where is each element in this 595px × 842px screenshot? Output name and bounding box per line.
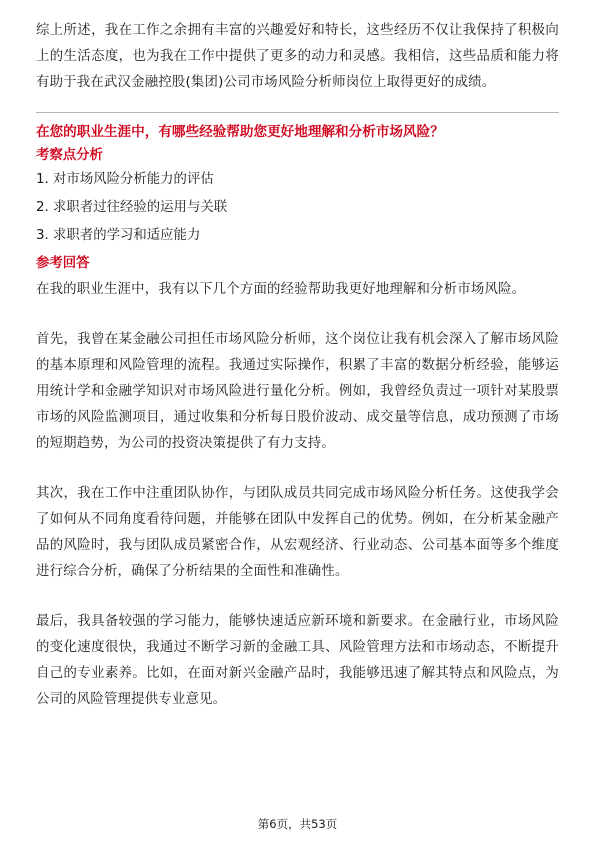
answer-paragraph: 最后，我具备较强的学习能力，能够快速适应新环境和新要求。在金融行业，市场风险的变化速度很快，我通过不断学习新的金融工具、风险管理方法和市场动态，不断提升自己的专业素养。比如，在面对新兴金融产品时，我能够迅速了解其特点和风险点，为公司的风险管理提供专业意见。 bbox=[36, 614, 559, 707]
paragraph-gap bbox=[36, 585, 559, 609]
paragraph-gap bbox=[36, 303, 559, 327]
interview-question: 在您的职业生涯中，有哪些经验帮助您更好地理解和分析市场风险？ bbox=[36, 124, 444, 140]
analysis-heading: 考察点分析 bbox=[36, 148, 103, 163]
paragraph-gap bbox=[36, 457, 559, 481]
analysis-point: 1. 对市场风险分析能力的评估 bbox=[36, 172, 214, 187]
answer-heading: 参考回答 bbox=[36, 256, 90, 271]
document-page bbox=[36, 10, 559, 713]
analysis-point: 2. 求职者过往经验的运用与关联 bbox=[36, 200, 228, 215]
page-footer: 第6页，共53页 bbox=[257, 817, 338, 831]
answer-paragraph: 其次，我在工作中注重团队协作，与团队成员共同完成市场风险分析任务。这使我学会了如何从不同角度看待问题，并能够在团队中发挥自己的优势。例如，在分析某金融产品的风险时，我与团队成员紧密合作，从宏观经济、行业动态、公司基本面等多个维度进行综合分析，确保了分析结果的全面性和准确性。 bbox=[36, 486, 559, 579]
answer-paragraph: 在我的职业生涯中，我有以下几个方面的经验帮助我更好地理解和分析市场风险。 bbox=[36, 282, 526, 297]
analysis-point: 3. 求职者的学习和适应能力 bbox=[36, 228, 201, 243]
intro-paragraph: 综上所述，我在工作之余拥有丰富的兴趣爱好和特长，这些经历不仅让我保持了积极向上的生活态度，也为我在工作中提供了更多的动力和灵感。我相信，这些品质和能力将有助于我在武汉金融控股(集团)公司市场风险分析师岗位上取得更好的成绩。 bbox=[36, 23, 559, 90]
answer-paragraph: 首先，我曾在某金融公司担任市场风险分析师，这个岗位让我有机会深入了解市场风险的基本原理和风险管理的流程。我通过实际操作，积累了丰富的数据分析经验，能够运用统计学和金融学知识对市场风险进行量化分析。例如，我曾经负责过一项针对某股票市场的风险监测项目，通过收集和分析每日股价波动、成交量等信息，成功预测了市场的短期趋势，为公司的投资决策提供了有力支持。 bbox=[36, 332, 559, 451]
section-divider bbox=[36, 112, 559, 113]
